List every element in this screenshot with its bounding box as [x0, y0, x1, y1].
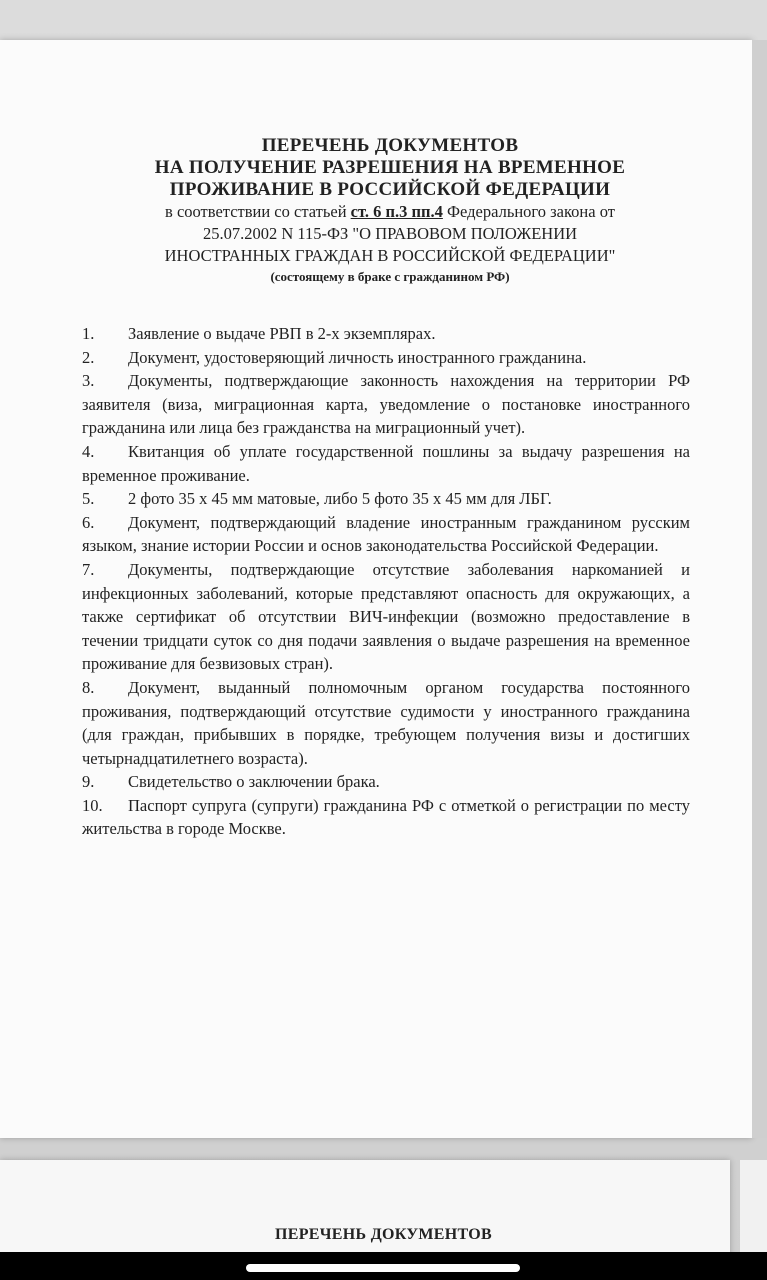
- marriage-note: (состоящему в браке с гражданином РФ): [270, 269, 510, 284]
- next-sheet-title: ПЕРЕЧЕНЬ ДОКУМЕНТОВ: [275, 1226, 492, 1243]
- list-item-number: 1.: [82, 324, 95, 343]
- legal-basis-suffix: Федерального закона от: [442, 202, 615, 221]
- document-title-line-2: НА ПОЛУЧЕНИЕ РАЗРЕШЕНИЯ НА ВРЕМЕННОЕ: [154, 157, 626, 178]
- list-item-text: Паспорт супруга (супруги) гражданина РФ с отметкой о регистрации по месту жительства в городе Москве.: [82, 795, 690, 839]
- list-item-text: Документ, подтверждающий владение иностранным гражданином русским языком, знание истории России и основ законодательства Российской Федерации.: [82, 512, 690, 556]
- list-item: [82, 558, 690, 676]
- law-line-1: 25.07.2002 N 115-ФЗ "О ПРАВОВОМ ПОЛОЖЕНИИ: [202, 224, 578, 243]
- home-indicator[interactable]: [246, 1264, 520, 1272]
- list-item: [82, 676, 690, 770]
- list-item-number: 7.: [82, 559, 95, 579]
- list-item: [82, 346, 690, 370]
- documents-list: [82, 322, 690, 841]
- list-item-number: 6.: [82, 512, 95, 532]
- document-header: [80, 135, 700, 299]
- list-item-number: 2.: [82, 347, 95, 367]
- list-item-number: 9.: [82, 772, 95, 792]
- list-item-number: 4.: [82, 441, 95, 461]
- document-title-line-3: ПРОЖИВАНИЕ В РОССИЙСКОЙ ФЕДЕРАЦИИ: [169, 179, 611, 200]
- wall-strip: [752, 40, 767, 1138]
- list-item-text: Документ, удостоверяющий личность иностранного гражданина.: [128, 347, 587, 367]
- document-title-line-1: ПЕРЕЧЕНЬ ДОКУМЕНТОВ: [261, 135, 519, 156]
- list-item: [82, 794, 690, 841]
- law-line-2: ИНОСТРАННЫХ ГРАЖДАН В РОССИЙСКОЙ ФЕДЕРАЦИИ": [164, 246, 616, 265]
- list-item-text: 2 фото 35 х 45 мм матовые, либо 5 фото 35 х 45 мм для ЛБГ.: [128, 489, 552, 509]
- list-item-number: 8.: [82, 677, 95, 697]
- list-item: [82, 770, 690, 794]
- list-item: [82, 487, 690, 511]
- list-item-number: 10.: [82, 795, 103, 815]
- legal-basis-article: ст. 6 п.3 пп.4: [350, 202, 443, 221]
- legal-basis-prefix: в соответствии со статьей: [165, 202, 351, 221]
- list-item-number: 3.: [82, 371, 95, 391]
- list-item-text: Заявление о выдаче РВП в 2-х экземплярах.: [128, 324, 436, 343]
- list-item: [82, 322, 690, 346]
- list-item-number: 5.: [82, 489, 95, 509]
- list-item-text: Документы, подтверждающие законность нахождения на территории РФ заявителя (виза, миграционная карта, уведомление о постановке иностранного гражданина или лица без гражданства на миграционный учет).: [82, 371, 690, 438]
- list-item: [82, 511, 690, 558]
- list-item-text: Документы, подтверждающие отсутствие заболевания наркоманией и инфекционных заболеваний, которые представляют опасность для окружающих, а также сертификат об отсутствии ВИЧ-инфекции (возможно предоставление в течении тридцати суток со дня подачи заявления о выдаче разрешения на временное проживание для безвизовых стран).: [82, 559, 690, 674]
- list-item: [82, 440, 690, 487]
- list-item-text: Документ, выданный полномочным органом государства постоянного проживания, подтверждающий отсутствие судимости у иностранного гражданина (для граждан, прибывших в порядке, требующем получения визы и достигших четырнадцатилетнего возраста).: [82, 677, 690, 768]
- legal-basis-line: [80, 201, 700, 223]
- list-item-text: Свидетельство о заключении брака.: [128, 772, 380, 792]
- list-item-text: Квитанция об уплате государственной пошлины за выдачу разрешения на временное проживание.: [82, 441, 690, 485]
- list-item: [82, 369, 690, 440]
